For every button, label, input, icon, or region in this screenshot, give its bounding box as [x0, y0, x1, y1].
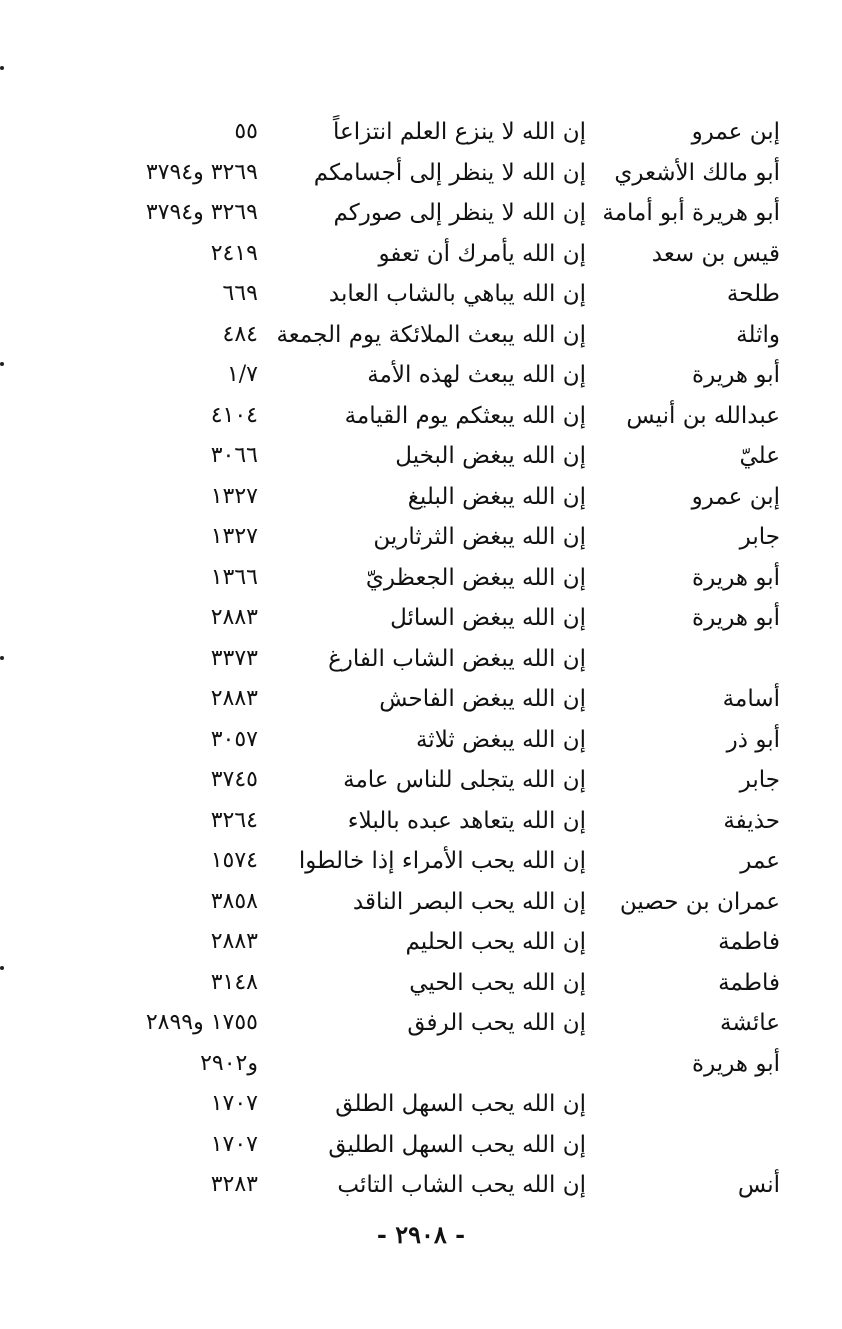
index-table	[0, 112, 842, 1206]
hadith-text: إن الله لا ينظر إلى أجسامكم	[313, 159, 586, 186]
reference-number: ١٣٢٧	[210, 524, 258, 549]
hadith-text: إن الله يأمرك أن تعفو	[378, 240, 586, 267]
reference-number: ٣٠٥٧	[210, 726, 258, 752]
reference-number: ٣١٤٨	[210, 969, 258, 995]
hadith-text: إن الله يتعاهد عبده بالبلاء	[347, 807, 586, 834]
hadith-text: إن الله يحب البصر الناقد	[352, 888, 586, 915]
table-row	[0, 234, 842, 275]
table-row	[0, 801, 842, 842]
hadith-text: إن الله يبغض الشاب الفارغ	[328, 645, 586, 672]
table-row	[0, 639, 842, 680]
table-row	[0, 396, 842, 437]
narrator-name: عمران بن حصين	[619, 888, 780, 915]
hadith-text: إن الله لا ينزع العلم انتزاعاً	[332, 119, 586, 145]
hadith-text: إن الله يتجلى للناس عامة	[343, 767, 586, 793]
narrator-name: أسامة	[722, 686, 780, 712]
hadith-text: إن الله يباهي بالشاب العابد	[328, 281, 586, 307]
table-row	[0, 882, 842, 923]
hadith-text: إن الله يبغض الثرثارين	[373, 524, 586, 550]
narrator-name: أبو مالك الأشعري	[614, 159, 780, 186]
reference-number: ٣٣٧٣	[210, 645, 258, 671]
hadith-text: إن الله يحب الحليم	[405, 929, 586, 955]
hadith-text: إن الله يبغض البخيل	[395, 443, 586, 469]
narrator-name: طلحة	[726, 281, 780, 307]
reference-number: ١٣٦٦	[210, 564, 258, 590]
table-row	[0, 355, 842, 396]
reference-number: ٤١٠٤	[210, 402, 258, 428]
hadith-text: إن الله لا ينظر إلى صوركم	[333, 200, 586, 226]
reference-number: ١٣٢٧	[210, 483, 258, 509]
hadith-text: إن الله يبغض البليغ	[407, 483, 586, 510]
table-row	[0, 274, 842, 315]
table-row	[0, 1084, 842, 1125]
table-row	[0, 1165, 842, 1206]
table-row	[0, 1044, 842, 1085]
reference-number: ١٥٧٤	[210, 848, 258, 873]
reference-number: ٢٨٨٣	[210, 686, 258, 711]
table-row	[0, 598, 842, 639]
table-row	[0, 558, 842, 599]
narrator-name: عمر	[740, 848, 780, 874]
table-row	[0, 1003, 842, 1044]
narrator-name: إبن عمرو	[691, 483, 780, 510]
narrator-name: أبو هريرة	[692, 564, 780, 591]
reference-number: ٣٢٦٤	[210, 807, 258, 833]
table-row	[0, 153, 842, 194]
narrator-name: إبن عمرو	[691, 119, 780, 145]
table-row	[0, 922, 842, 963]
hadith-text: إن الله يبعث لهذه الأمة	[367, 362, 586, 388]
table-row	[0, 315, 842, 356]
hadith-text: إن الله يبعثكم يوم القيامة	[344, 402, 586, 429]
reference-number: ١/٧	[226, 362, 258, 387]
hadith-text: إن الله يحب السهل الطليق	[328, 1131, 586, 1158]
table-row	[0, 477, 842, 518]
hadith-text: إن الله يبعث الملائكة يوم الجمعة	[276, 321, 586, 348]
hadith-text: إن الله يبغض الجعظريّ	[365, 564, 586, 591]
reference-number: و٢٩٠٢	[200, 1050, 258, 1076]
scan-edge-mark	[0, 66, 4, 70]
narrator-name: عائشة	[720, 1010, 780, 1036]
table-row	[0, 841, 842, 882]
reference-number: ٣٠٦٦	[210, 443, 258, 468]
hadith-text: إن الله يحب الحيي	[409, 969, 586, 996]
narrator-name: واثلة	[736, 321, 780, 348]
table-row	[0, 1125, 842, 1166]
reference-number: ٣٢٨٣	[210, 1172, 258, 1197]
hadith-text: إن الله يبغض السائل	[390, 605, 586, 631]
hadith-text	[286, 1044, 586, 1085]
table-row	[0, 720, 842, 761]
table-row	[0, 760, 842, 801]
narrator-name: أبو ذر	[726, 726, 780, 753]
narrator-name: أبو هريرة أبو أمامة	[602, 200, 780, 226]
reference-number: ٣٨٥٨	[210, 888, 258, 914]
narrator-name: أبو هريرة	[692, 1050, 780, 1077]
reference-number: ٤٨٤	[222, 321, 258, 347]
table-row	[0, 963, 842, 1004]
reference-number: ٢٨٨٣	[210, 605, 258, 630]
page-number: - ٢٩٠٨ -	[376, 1220, 466, 1249]
reference-number: ١٧٠٧	[210, 1131, 258, 1157]
hadith-text: إن الله يحب الأمراء إذا خالطوا	[298, 848, 586, 874]
table-row	[0, 112, 842, 153]
reference-number: ٦٦٩	[222, 281, 258, 306]
reference-number: ٢٨٨٣	[210, 929, 258, 954]
reference-number: ١٧٠٧	[210, 1091, 258, 1116]
narrator-name: عبدالله بن أنيس	[626, 402, 780, 429]
reference-number: ٣٢٦٩ و٣٧٩٤	[145, 200, 258, 225]
hadith-text: إن الله يحب السهل الطلق	[335, 1091, 586, 1117]
table-row	[0, 193, 842, 234]
narrator-name: فاطمة	[718, 969, 780, 996]
reference-number: ٣٧٤٥	[210, 767, 258, 792]
hadith-text: إن الله يحب الشاب التائب	[337, 1172, 586, 1198]
table-row	[0, 436, 842, 477]
hadith-text: إن الله يبغض الفاحش	[379, 686, 586, 712]
reference-number: ١٧٥٥ و٢٨٩٩	[145, 1010, 258, 1035]
narrator-name: أبو هريرة	[692, 362, 780, 388]
narrator-name: أنس	[737, 1172, 780, 1198]
narrator-name: جابر	[739, 767, 780, 793]
narrator-name: جابر	[739, 524, 780, 550]
narrator-name: عليّ	[739, 443, 780, 469]
narrator-name: قيس بن سعد	[651, 240, 780, 267]
reference-number: ٢٤١٩	[210, 240, 258, 266]
narrator-name: حذيفة	[723, 807, 780, 834]
hadith-text: إن الله يبغض ثلاثة	[415, 726, 586, 753]
narrator-name: فاطمة	[718, 929, 780, 955]
table-row	[0, 679, 842, 720]
narrator-name: أبو هريرة	[692, 605, 780, 631]
hadith-text: إن الله يحب الرفق	[407, 1010, 586, 1036]
reference-number: ٣٢٦٩ و٣٧٩٤	[145, 159, 258, 185]
table-row	[0, 517, 842, 558]
reference-number: ٥٥	[234, 119, 258, 144]
